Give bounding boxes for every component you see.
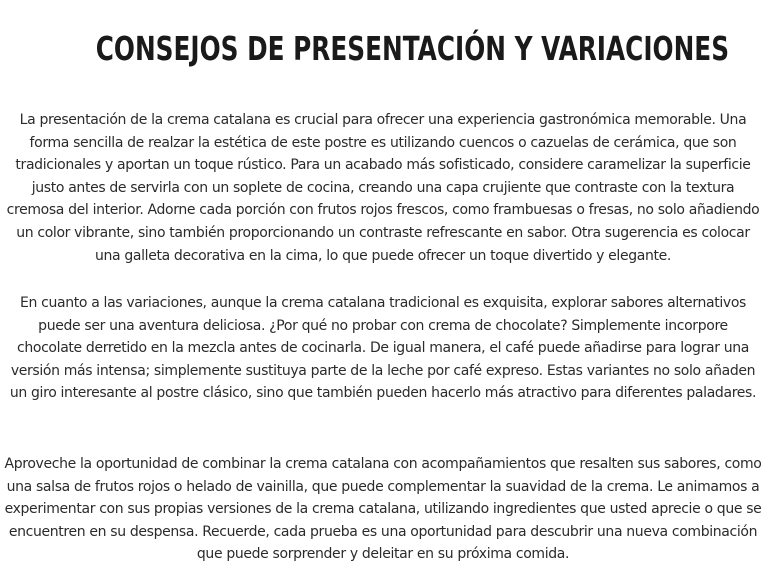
paragraph-pairings: Aproveche la oportunidad de combinar la crema catalana con acompañamientos que resalten sus sabores, como una salsa de frutos rojos o helado de vainilla, que puede complementar la suavidad de la crema. Le animamos a experimentar con sus propias versiones de la crema catalana, utilizando ingredientes que usted aprecie o que se encuentren en su despensa. Recuerde, cada prueba es una oportunidad para descubrir una nueva combinación que puede sorprender y deleitar en su próxima comida.: [4, 456, 762, 563]
paragraph-presentation: La presentación de la crema catalana es crucial para ofrecer una experiencia gastronómica memorable. Una forma sencilla de realzar la estética de este postre es utilizando cuencos o cazuelas de cerámica, que son tradicionales y aportan un toque rústico. Para un acabado más sofisticado, considere caramelizar la superficie justo antes de servirla con un soplete de cocina, creando una capa crujiente que contraste con la textura cremosa del interior. Adorne cada porción con frutos rojos frescos, como frambuesas o fresas, no solo añadiendo un color vibrante, sino también proporcionando un contraste refrescante en sabor. Otra sugerencia es colocar una galleta decorativa en la cima, lo que puede ofrecer un toque divertido y elegante.: [6, 112, 760, 264]
page-title: CONSEJOS DE PRESENTACIÓN Y VARIACIONES: [95, 29, 730, 68]
paragraph-variations: En cuanto a las variaciones, aunque la crema catalana tradicional es exquisita, explorar sabores alternativos puede ser una aventura deliciosa. ¿Por qué no probar con crema de chocolate? Simplemente incorpore chocolate derretido en la mezcla antes de cocinarla. De igual manera, el café puede añadirse para lograr una versión más intensa; simplemente sustituya parte de la leche por café expreso. Estas variantes no solo añaden un giro interesante al postre clásico, sino que también pueden hacerlo más atractivo para diferentes paladares.: [9, 295, 757, 402]
